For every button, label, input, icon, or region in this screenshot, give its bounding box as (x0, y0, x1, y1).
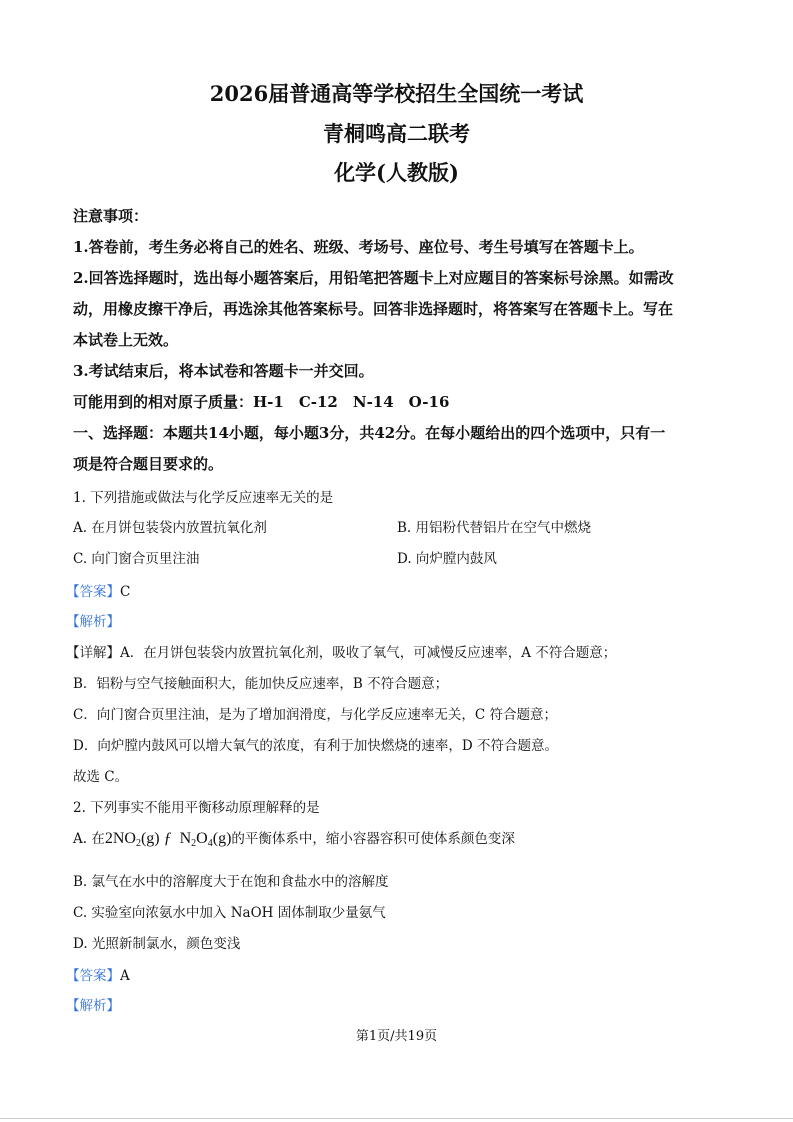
q1-detail-c: C．向门窗合页里注油，是为了增加润滑度，与化学反应速率无关，C 符合题意； (73, 707, 557, 723)
page-divider (0, 1118, 793, 1119)
notice-line-2b: 动，用橡皮擦干净后，再选涂其他答案标号。回答非选择题时，将答案写在答题卡上。写在 (73, 300, 674, 318)
exam-title: 2026届普通高等学校招生全国统一考试 (209, 81, 584, 106)
q2-option-b: B. 氯气在水中的溶解度大于在饱和食盐水中的溶解度 (73, 874, 389, 890)
section-heading-line-1: 一、选择题：本题共14小题，每小题3分，共42分。在每小题给出的四个选项中，只有一 (73, 424, 666, 442)
q1-option-c: C. 向门窗合页里注油 (73, 551, 200, 567)
detail-a-text: A．在月饼包装袋内放置抗氧化剂，吸收了氧气，可减慢反应速率，A 不符合题意； (120, 645, 617, 661)
answer-tag: 【答案】 (66, 968, 120, 984)
q1-option-b: B. 用铝粉代替铝片在空气中燃烧 (397, 520, 592, 536)
q1-detail-d: D．向炉膛内鼓风可以增大氧气的浓度，有利于加快燃烧的速率，D 不符合题意。 (73, 738, 558, 754)
q1-detail-a (66, 641, 616, 661)
notice-line-3: 3.考试结束后，将本试卷和答题卡一并交回。 (73, 362, 374, 380)
notice-line-1: 1.答卷前，考生务必将自己的姓名、班级、考场号、座位号、考生号填写在答题卡上。 (73, 238, 644, 256)
q1-option-d: D. 向炉膛内鼓风 (397, 551, 497, 567)
q2-option-a (73, 827, 515, 848)
formula-product-subscript-2: 4 (207, 838, 213, 849)
exam-subject: 化学(人教版) (334, 160, 459, 185)
formula-product-o: O (196, 830, 208, 847)
formula-product-state: (g) (212, 830, 232, 847)
equilibrium-formula (105, 830, 232, 847)
q2-analysis-tag: 【解析】 (66, 998, 120, 1014)
q1-detail-b: B．铝粉与空气接触面积大，能加快反应速率，B 不符合题意； (73, 676, 449, 692)
q1-answer (66, 580, 130, 600)
formula-product-n: N (179, 830, 192, 847)
formula-reactant: 2NO (104, 830, 136, 847)
formula-reactant-subscript: 2 (135, 838, 141, 849)
notice-heading: 注意事项： (73, 207, 149, 225)
section-heading-line-2: 项是符合题目要求的。 (73, 455, 224, 473)
notice-line-2c: 本试卷上无效。 (73, 331, 179, 349)
atomic-masses: 可能用到的相对原子质量：H-1 C-12 N-14 O-16 (73, 393, 450, 411)
q2-stem: 2. 下列事实不能用平衡移动原理解释的是 (73, 800, 320, 816)
equilibrium-arrow-icon: ƒ (163, 830, 172, 847)
option-a-prefix: A. 在 (73, 831, 105, 847)
answer-value: C (120, 584, 131, 600)
q1-option-a: A. 在月饼包装袋内放置抗氧化剂 (73, 520, 267, 536)
q2-option-c: C. 实验室向浓氨水中加入 NaOH 固体制取少量氨气 (73, 905, 386, 921)
detail-tag: 【详解】 (66, 645, 120, 661)
q2-answer (66, 964, 130, 984)
q1-stem: 1. 下列措施或做法与化学反应速率无关的是 (73, 490, 334, 506)
q1-analysis-tag: 【解析】 (66, 614, 120, 630)
answer-tag: 【答案】 (66, 584, 120, 600)
exam-subtitle: 青桐鸣高二联考 (323, 121, 470, 146)
formula-product-subscript-1: 2 (191, 838, 197, 849)
formula-reactant-state: (g) (140, 830, 160, 847)
option-a-suffix: 的平衡体系中，缩小容器容积可使体系颜色变深 (231, 831, 515, 847)
answer-value: A (120, 968, 130, 984)
notice-line-2a: 2.回答选择题时，选出每小题答案后，用铅笔把答题卡上对应题目的答案标号涂黑。如需改 (73, 269, 674, 287)
q1-conclusion: 故选 C。 (73, 769, 129, 785)
q2-option-d: D. 光照新制氯水，颜色变浅 (73, 936, 241, 952)
page-number: 第1页/共19页 (355, 1029, 438, 1044)
